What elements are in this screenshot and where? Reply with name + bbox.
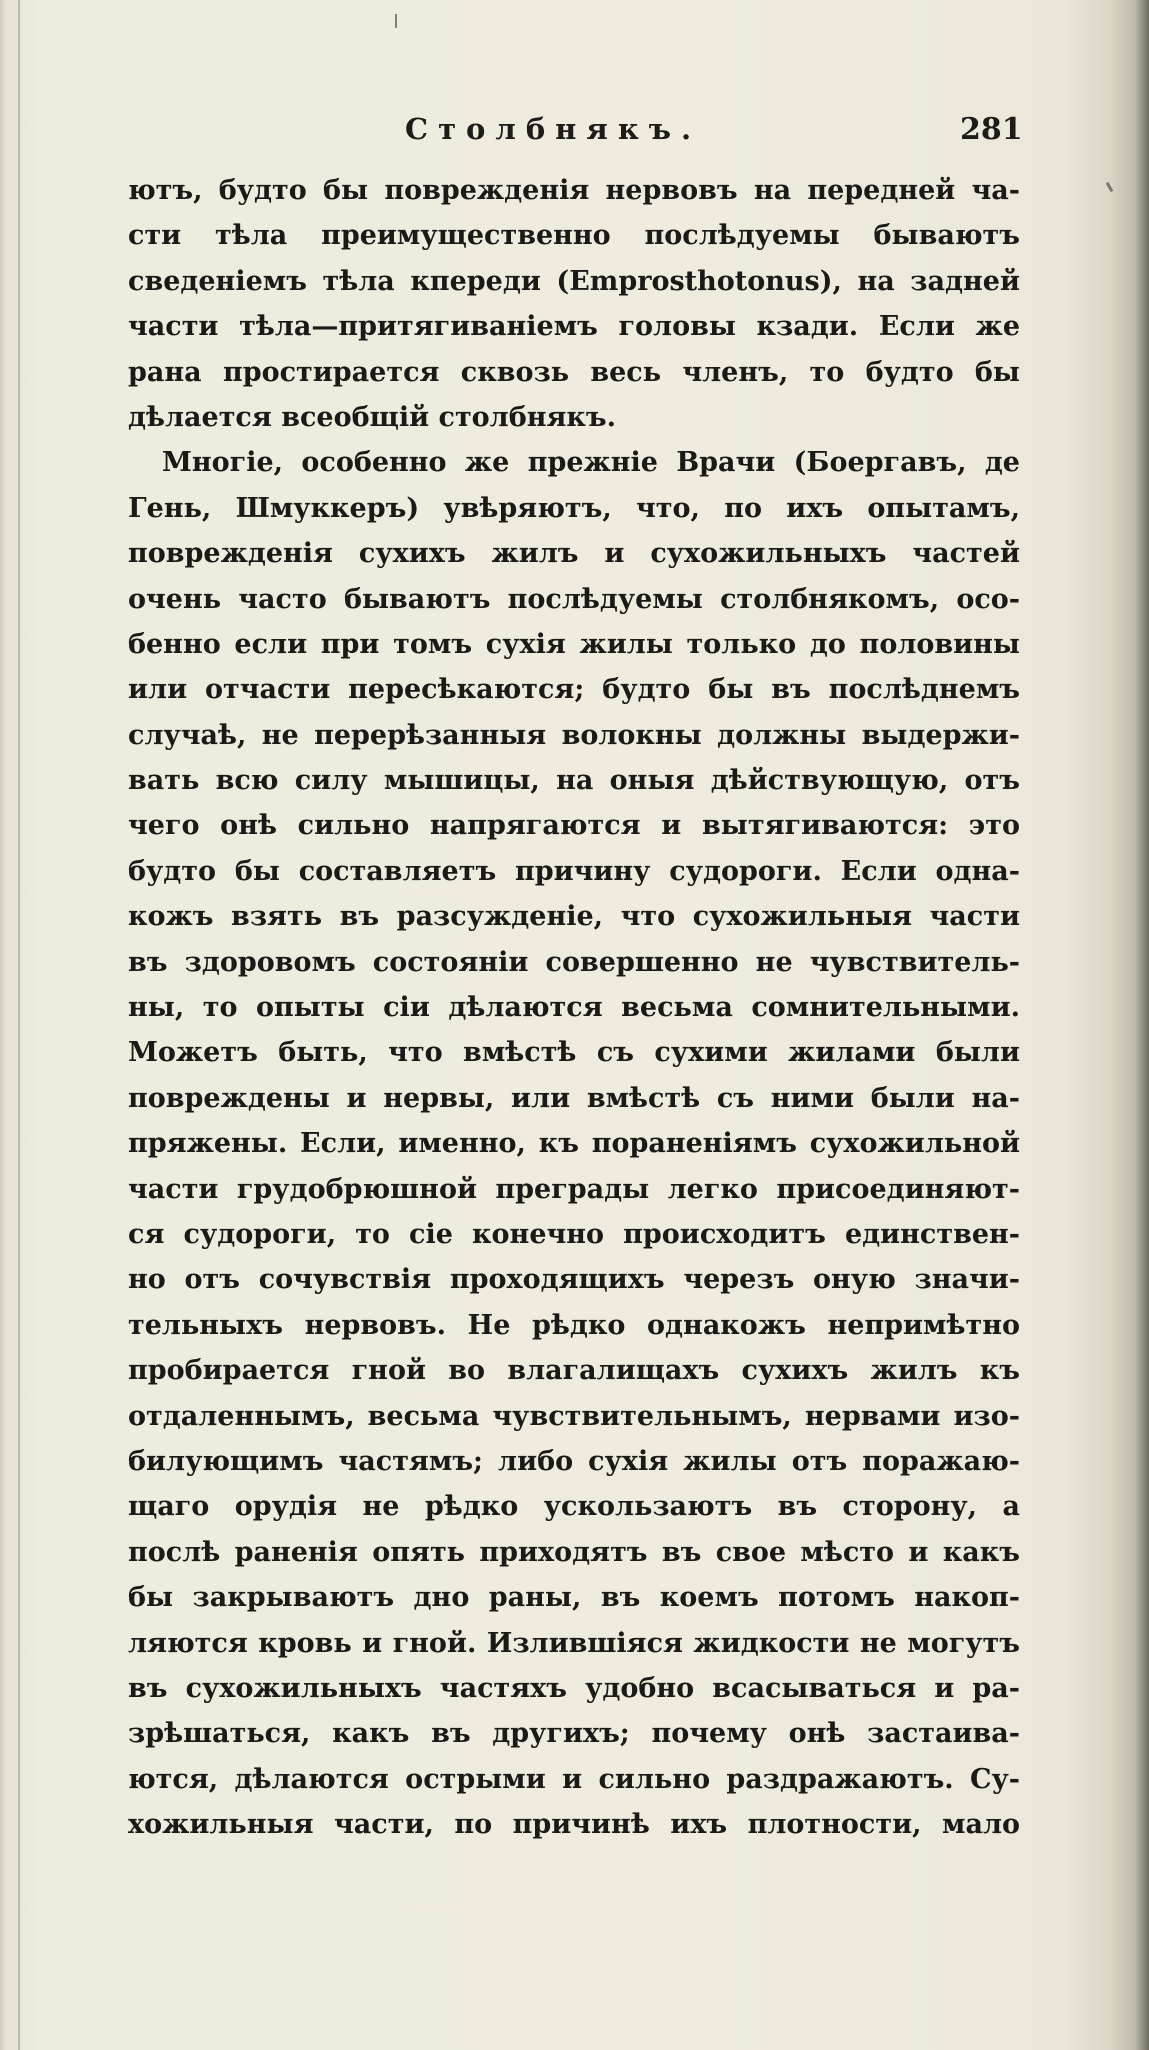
text-line: вать всю силу мышицы, на оныя дѣйствующую, отъ [128,765,1020,797]
text-line: очень часто бываютъ послѣдуемы столбнякомъ, осо- [128,583,1020,615]
text-line: будто бы составляетъ причину судороги. Если одна- [128,855,1020,887]
text-line: ются, дѣлаются острыми и сильно раздражаютъ. Су- [128,1763,1020,1795]
text-line: или отчасти пересѣкаются; будто бы въ послѣднемъ [128,674,1020,706]
text-line: Гень, Шмуккеръ) увѣряютъ, что, по ихъ опытамъ, [128,492,1020,524]
text-line: бы закрываютъ дно раны, въ коемъ потомъ накоп- [128,1582,1020,1614]
text-line: сведеніемъ тѣла кпереди (Emprosthotonus), на задней [128,265,1020,297]
body-text [128,168,1020,1847]
text-line: случаѣ, не перерѣзанныя волокны должны выдержи- [128,719,1020,751]
text-line: ляются кровь и гной. Излившіяся жидкости не могутъ [128,1627,1020,1659]
text-line: отдаленнымъ, весьма чувствительнымъ, нервами изо- [128,1400,1020,1432]
text-line: въ сухожильныхъ частяхъ удобно всасываться и ра- [128,1672,1020,1704]
text-line: рана простирается сквозь весь членъ, то будто бы [128,356,1020,388]
text-line: поврежденія сухихъ жилъ и сухожильныхъ частей [128,538,1020,570]
text-line: щаго орудія не рѣдко ускользаютъ въ сторону, а [128,1491,1020,1523]
text-line: части грудобрюшной преграды легко присоединяют- [128,1173,1020,1205]
text-line: пробирается гной во влагалищахъ сухихъ жилъ къ [128,1355,1020,1387]
running-title: Столбнякъ. [405,112,702,146]
text-line: но отъ сочувствія проходящихъ черезъ оную значи- [128,1264,1020,1296]
text-line: дѣлается всеобщій столбнякъ. [128,401,617,433]
binding-edge [18,0,20,2050]
text-line: бенно если при томъ сухія жилы только до половины [128,628,1020,660]
text-line: повреждены и нервы, или вмѣстѣ съ ними были на- [128,1082,1020,1114]
page-number: 281 [960,112,1023,147]
text-line: пряжены. Если, именно, къ пораненіямъ сухожильной [128,1128,1020,1160]
paper-speck [395,14,397,28]
text-line: въ здоровомъ состояніи совершенно не чувствитель- [128,946,1020,978]
text-line: ютъ, будто бы поврежденія нервовъ на передней ча- [128,175,1020,206]
text-line: Многіе, особенно же прежніе Врачи (Боергавъ, де [162,447,1020,479]
text-line: Можетъ быть, что вмѣстѣ съ сухими жилами были [128,1037,1020,1069]
text-line: части тѣла—притягиваніемъ головы кзади. Если же [128,311,1020,343]
page-header [0,108,1149,158]
text-line: чего онѣ сильно напрягаются и вытягиваются: это [128,810,1020,842]
text-line: сти тѣла преимущественно послѣдуемы бываютъ [128,220,1020,252]
text-line: тельныхъ нервовъ. Не рѣдко однакожъ непримѣтно [128,1309,1020,1341]
text-line: ся судороги, то сіе конечно происходитъ единствен- [128,1218,1020,1250]
text-line: послѣ раненія опять приходятъ въ свое мѣсто и какъ [128,1536,1020,1568]
paper-speck [1106,182,1114,192]
text-line: зрѣшаться, какъ въ другихъ; почему онѣ застаива- [128,1718,1020,1750]
text-line: билующимъ частямъ; либо сухія жилы отъ поражаю- [128,1445,1020,1477]
text-line: кожъ взять въ разсужденіе, что сухожильныя части [128,901,1020,933]
text-line: хожильныя части, по причинѣ ихъ плотности, мало [128,1809,1020,1841]
text-line: ны, то опыты сіи дѣлаются весьма сомнительными. [128,992,1020,1024]
